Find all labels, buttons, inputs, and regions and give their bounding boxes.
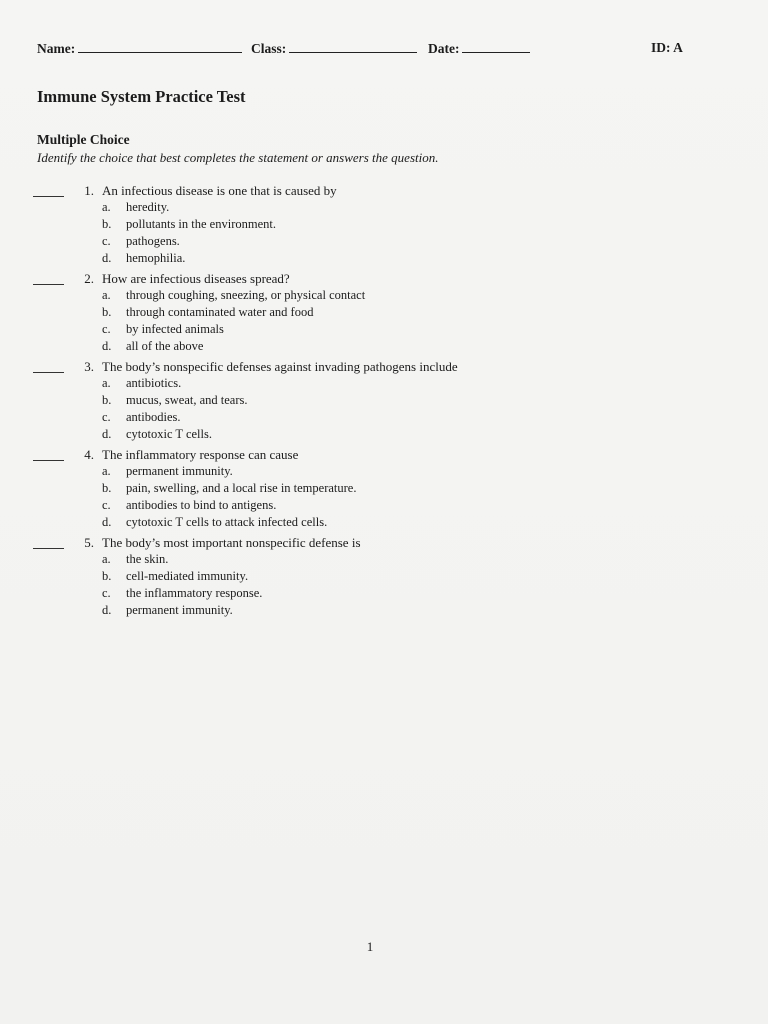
choice-letter: b.	[102, 217, 112, 231]
choice-a	[102, 552, 168, 567]
section-instructions: Identify the choice that best completes the statement or answers the question.	[37, 150, 439, 165]
class-field[interactable]	[251, 40, 417, 57]
choice-letter: a.	[102, 200, 111, 214]
choice-letter: a.	[102, 464, 111, 478]
choice-c	[102, 410, 181, 425]
choice-letter: d.	[102, 603, 112, 617]
choice-d	[102, 339, 203, 354]
choice-b	[102, 393, 248, 408]
choice-text: permanent immunity.	[126, 603, 233, 617]
choice-text: pain, swelling, and a local rise in temperature.	[126, 481, 357, 495]
choice-letter: b.	[102, 393, 112, 407]
question-2	[0, 271, 768, 359]
choice-b	[102, 305, 313, 320]
choice-letter: d.	[102, 339, 112, 353]
choice-text: antibodies.	[126, 410, 181, 424]
date-field[interactable]	[428, 40, 530, 57]
choice-c	[102, 498, 276, 513]
choice-b	[102, 569, 248, 584]
choice-b	[102, 217, 276, 232]
answer-blank[interactable]	[33, 363, 64, 373]
question-number: 2.	[84, 271, 94, 286]
choice-letter: b.	[102, 305, 112, 319]
choice-b	[102, 481, 356, 496]
choice-letter: b.	[102, 481, 112, 495]
choice-text: pathogens.	[126, 234, 180, 248]
choice-letter: a.	[102, 376, 111, 390]
class-label: Class:	[251, 41, 287, 56]
choice-letter: d.	[102, 251, 112, 265]
choice-letter: b.	[102, 569, 112, 583]
choice-a	[102, 464, 233, 479]
choice-letter: c.	[102, 322, 111, 336]
date-blank-line[interactable]	[462, 40, 530, 53]
question-number: 3.	[84, 359, 94, 374]
choice-a	[102, 376, 181, 391]
choice-c	[102, 234, 180, 249]
student-info-header	[37, 40, 737, 62]
choice-text: cytotoxic T cells to attack infected cells.	[126, 515, 328, 529]
choice-text: antibiotics.	[126, 376, 182, 390]
answer-blank[interactable]	[33, 187, 64, 197]
question-1	[0, 183, 768, 271]
choice-d	[102, 603, 233, 618]
choice-text: pollutants in the environment.	[126, 217, 276, 231]
choice-letter: a.	[102, 288, 111, 302]
choice-text: the inflammatory response.	[126, 586, 263, 600]
answer-blank[interactable]	[33, 451, 64, 461]
choice-letter: c.	[102, 586, 111, 600]
choice-text: hemophilia.	[126, 251, 186, 265]
question-4	[0, 447, 768, 535]
page-number: 1	[366, 939, 374, 954]
name-label: Name:	[37, 41, 76, 56]
question-text: The body’s most important nonspecific defense is	[102, 535, 361, 550]
question-number: 1.	[84, 183, 94, 198]
answer-blank[interactable]	[33, 539, 64, 549]
test-id: ID: A	[651, 40, 683, 55]
choice-a	[102, 200, 169, 215]
question-number: 5.	[84, 535, 94, 550]
choice-text: the skin.	[126, 552, 169, 566]
choice-text: all of the above	[126, 339, 204, 353]
choice-a	[102, 288, 365, 303]
question-text: How are infectious diseases spread?	[102, 271, 290, 286]
choice-d	[102, 427, 212, 442]
choice-letter: c.	[102, 234, 111, 248]
choice-d	[102, 515, 327, 530]
question-5	[0, 535, 768, 623]
choice-text: cell-mediated immunity.	[126, 569, 249, 583]
choice-letter: c.	[102, 498, 111, 512]
question-text: The inflammatory response can cause	[102, 447, 299, 462]
choice-letter: d.	[102, 515, 112, 529]
question-number: 4.	[84, 447, 94, 462]
question-3	[0, 359, 768, 447]
choice-text: antibodies to bind to antigens.	[126, 498, 277, 512]
page-title: Immune System Practice Test	[37, 87, 246, 106]
section-title: Multiple Choice	[37, 132, 130, 147]
choice-text: cytotoxic T cells.	[126, 427, 212, 441]
question-text: The body’s nonspecific defenses against invading pathogens include	[102, 359, 458, 374]
choice-text: heredity.	[126, 200, 170, 214]
choice-text: through contaminated water and food	[126, 305, 314, 319]
question-list	[0, 183, 768, 623]
choice-c	[102, 322, 224, 337]
date-label: Date:	[428, 41, 460, 56]
name-blank-line[interactable]	[78, 40, 242, 53]
choice-letter: d.	[102, 427, 112, 441]
choice-text: by infected animals	[126, 322, 224, 336]
answer-blank[interactable]	[33, 275, 64, 285]
choice-text: mucus, sweat, and tears.	[126, 393, 248, 407]
choice-letter: c.	[102, 410, 111, 424]
choice-c	[102, 586, 262, 601]
choice-letter: a.	[102, 552, 111, 566]
class-blank-line[interactable]	[289, 40, 417, 53]
question-text: An infectious disease is one that is caused by	[102, 183, 337, 198]
choice-text: permanent immunity.	[126, 464, 233, 478]
choice-d	[102, 251, 185, 266]
name-field[interactable]	[37, 40, 242, 57]
choice-text: through coughing, sneezing, or physical contact	[126, 288, 366, 302]
